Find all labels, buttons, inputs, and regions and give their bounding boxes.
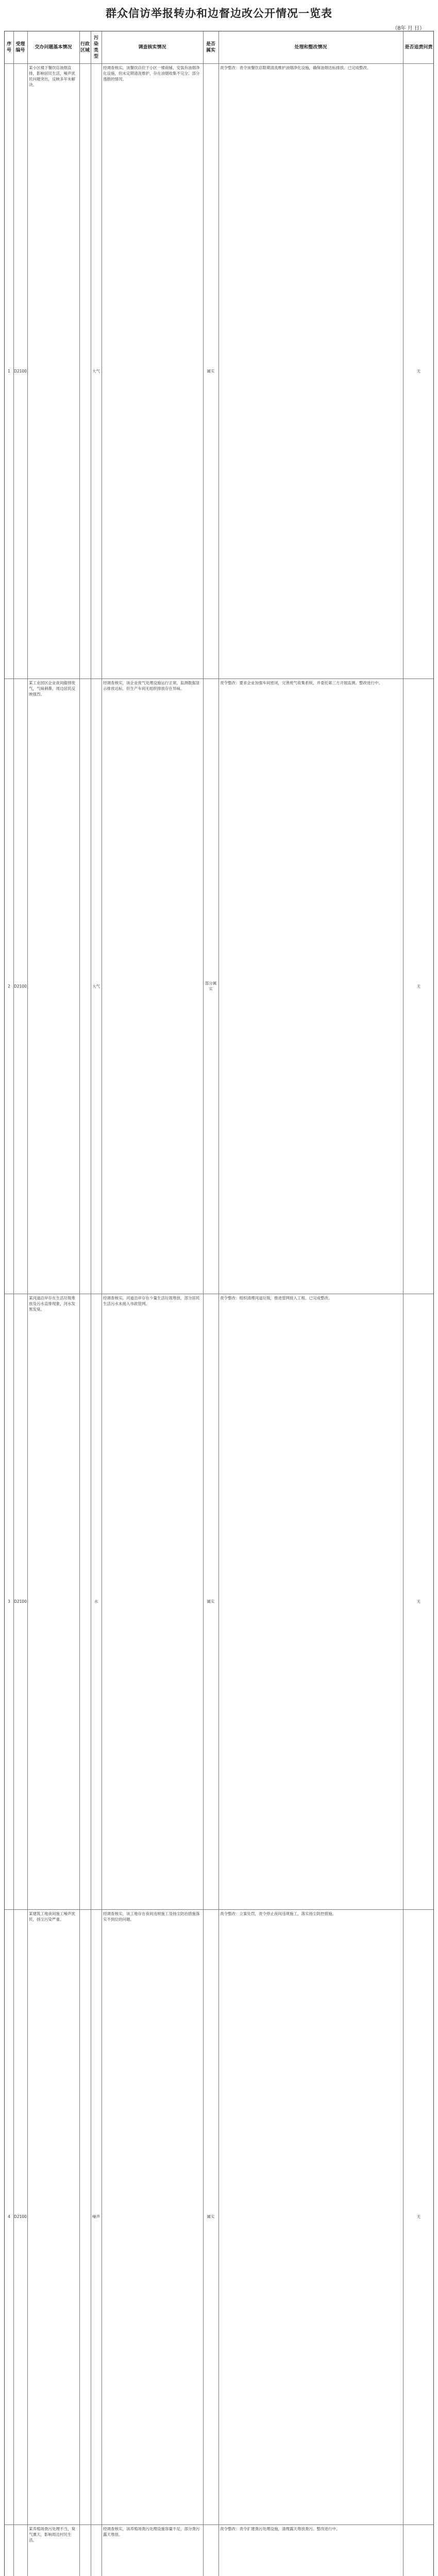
cell-no: 4 xyxy=(8,2214,10,2219)
cell-verify: 经调查核实，该企业废气处理设施运行正常，监测数据显示排放达标，但生产车间无组织排放存在异味。 xyxy=(103,681,200,691)
header-accountability: 是否追责问责 xyxy=(405,45,433,50)
cell-true: 部分属实 xyxy=(205,981,217,992)
cell-acc: 无 xyxy=(416,368,421,374)
cell-handle: 责令整改：要求企业加强车间密闭，完善废气收集系统，并委托第三方开展监测。整改进行中。 xyxy=(220,681,382,686)
cell-case xyxy=(13,2524,27,2576)
cell-content: 某养殖场粪污处理不当，臭气熏天，影响周边村民生活。 xyxy=(29,2526,75,2543)
cell-acc: 无 xyxy=(416,984,421,989)
document-title: 群众信访举报转办和边督边改公开情况一览表 xyxy=(106,7,332,20)
cell-content: 某河道沿岸存在生活垃圾堆放及污水直排现象，河水发黑发臭。 xyxy=(29,1296,75,1312)
header-is-true: 是否属实 xyxy=(206,42,215,53)
cell-no: 1 xyxy=(8,368,10,374)
cell-true xyxy=(203,2524,218,2576)
cell-true: 属实 xyxy=(207,1599,215,1604)
cell-case: D2100 xyxy=(14,2214,27,2219)
cell-region xyxy=(79,2524,91,2576)
cell-ptype: 噪声 xyxy=(92,2214,100,2219)
cell-verify: 经调查核实，该餐饮店位于小区一楼商铺，安装有油烟净化设施，但未定期清洗维护，存在油烟收集不完全、部分逸散的情况。 xyxy=(103,65,200,81)
cell-content: 某建筑工地夜间施工噪声扰民，扬尘污染严重。 xyxy=(29,1911,75,1922)
cell-content: 某工业园区企业夜间偷排废气，气味刺鼻，周边居民反映强烈。 xyxy=(29,681,75,697)
cell-verify: 经调查核实，该养殖场粪污处理设施容量不足，部分粪污露天堆放。 xyxy=(103,2526,200,2537)
cell-true: 属实 xyxy=(207,368,215,374)
cell-case: D2100 xyxy=(14,1599,27,1604)
header-verify: 调查核实情况 xyxy=(138,45,166,50)
header-admin-region: 行政区域 xyxy=(80,42,90,53)
header-no: 序号 xyxy=(6,42,11,53)
cell-acc xyxy=(403,2524,434,2576)
complaints-table xyxy=(4,31,434,2576)
cell-verify: 经调查核实，该工地存在夜间违规施工及扬尘防治措施落实不到位的问题。 xyxy=(103,1911,200,1922)
cell-no xyxy=(5,2524,13,2576)
cell-ptype: 水 xyxy=(94,1599,98,1604)
header-handling: 处理和整改情况 xyxy=(294,45,327,50)
cell-ptype xyxy=(91,2524,102,2576)
header-case-no: 受理编号 xyxy=(15,42,25,53)
cell-region xyxy=(79,1909,91,2524)
cell-region xyxy=(79,1294,91,1909)
cell-handle: 责令整改：责令扩建粪污处理设施，清理露天堆放粪污。整改进行中。 xyxy=(220,2526,340,2531)
cell-region xyxy=(79,63,91,679)
cell-handle: 责令整改：组织清理河道垃圾，推进管网接入工程。已完成整改。 xyxy=(220,1296,332,1301)
cell-content: 某小区楼下餐饮店油烟直排，影响居民生活，噪声扰民问题突出，反映多年未解决。 xyxy=(29,65,75,87)
cell-ptype: 大气 xyxy=(92,368,100,374)
cell-no: 3 xyxy=(8,1599,10,1604)
document-date: （8年 月 日） xyxy=(392,26,425,31)
cell-acc: 无 xyxy=(416,2214,421,2219)
cell-handle: 责令整改：立案处罚，责令停止夜间违规施工，落实扬尘防控措施。 xyxy=(220,1911,336,1916)
cell-handle: 责令整改：责令该餐饮店限期清洗维护油烟净化设施，确保油烟达标排放。已完成整改。 xyxy=(220,65,371,70)
cell-no: 2 xyxy=(8,984,10,989)
cell-true: 属实 xyxy=(207,2214,215,2219)
cell-region xyxy=(79,679,91,1294)
cell-case: D2100 xyxy=(14,984,27,989)
header-content: 交办问题基本情况 xyxy=(35,45,72,50)
cell-acc: 无 xyxy=(416,1599,421,1604)
header-pollution-type: 污染类型 xyxy=(93,36,98,59)
cell-verify: 经调查核实，河道沿岸存在少量生活垃圾堆放，部分居民生活污水未接入市政管网。 xyxy=(103,1296,200,1307)
cell-ptype: 大气 xyxy=(92,984,100,989)
cell-case: D2100 xyxy=(14,368,27,374)
